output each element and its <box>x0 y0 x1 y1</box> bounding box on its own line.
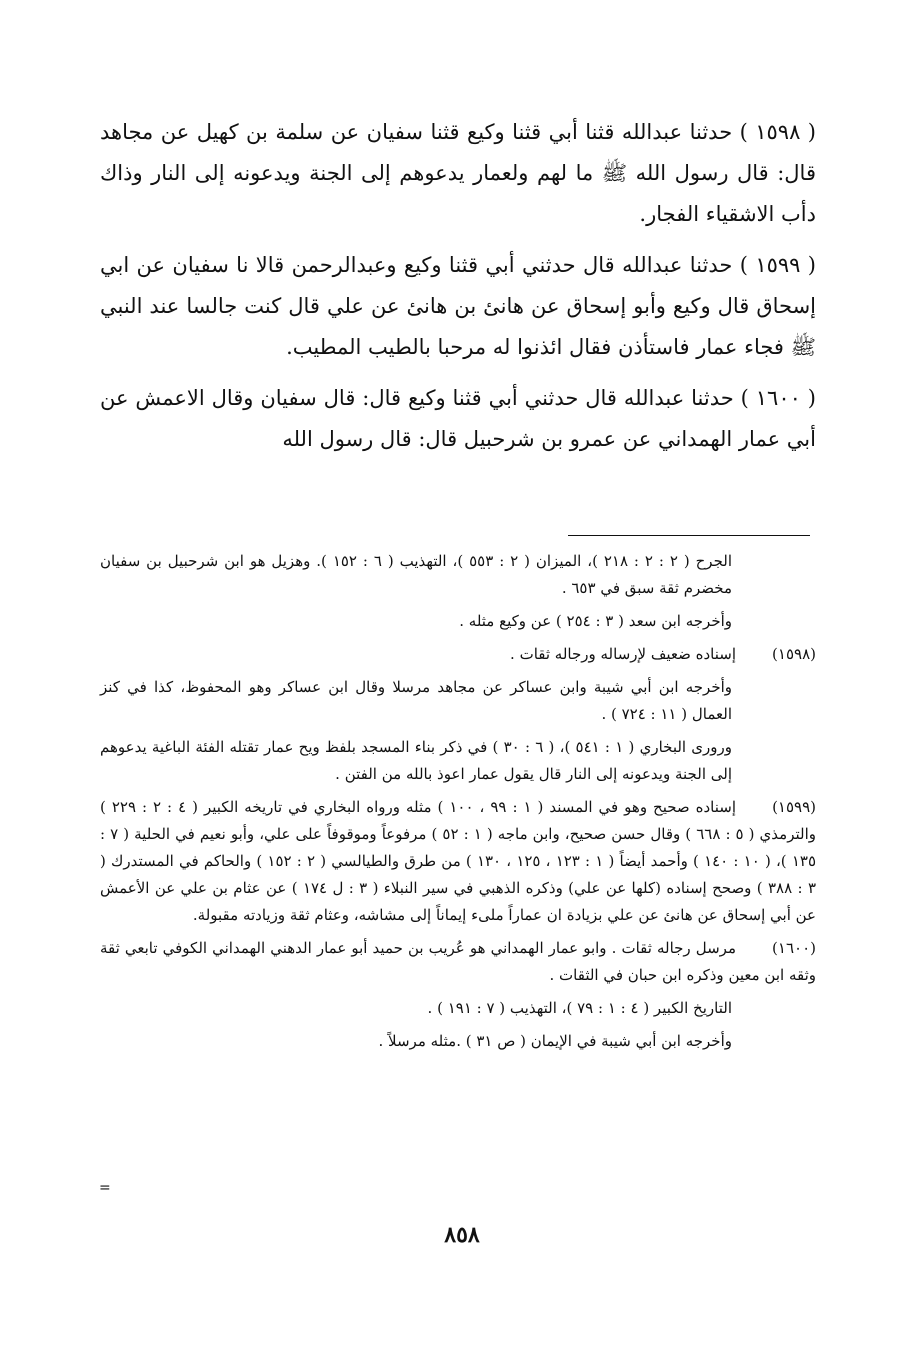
main-text <box>100 112 816 470</box>
footnote-number: (١٥٩٩) <box>772 798 817 816</box>
footnote-separator <box>568 535 810 536</box>
footnote-1600-b <box>100 995 816 1022</box>
footnote-1600-c <box>100 1028 816 1055</box>
footnote-text: وأخرجه ابن أبي شيبة وابن عساكر عن مجاهد مرسلا وقال ابن عساكر وهو المحفوظ، كذا في كنز العمال ( ١١ : ٧٢٤ ) . <box>100 678 732 723</box>
footnote-continuation <box>100 548 816 602</box>
footnote-text: وأخرجه ابن سعد ( ٣ : ٢٥٤ ) عن وكيع مثله . <box>459 612 732 630</box>
footnote-number: (١٥٩٨) <box>772 645 816 663</box>
page-number: ٨٥٨ <box>444 1222 480 1248</box>
hadith-1598: ( ١٥٩٨ ) حدثنا عبدالله قثنا أبي قثنا وكيع قثنا سفيان عن سلمة بن كهيل عن مجاهد قال: قال رسول الله ﷺ ما لهم ولعمار يدعوهم إلى الجنة ويدعونه إلى النار وذاك دأب الاشقياء الفجار. <box>100 120 817 226</box>
footnote-1600 <box>100 935 816 989</box>
footnote-text: وأخرجه ابن أبي شيبة في الإيمان ( ص ٣١ ) .مثله مرسلاً . <box>378 1032 732 1050</box>
footnote-1598-b <box>100 674 816 728</box>
footnotes <box>100 548 816 1061</box>
footnote-1598 <box>100 641 816 668</box>
footnote-text: الجرح ( ٢ : ٢ : ٢١٨ )، الميزان ( ٢ : ٥٥٣ )، التهذيب ( ٦ : ١٥٢ ). وهزيل هو ابن شرحبيل بن سفيان مخضرم ثقة سبق في ٦٥٣ . <box>100 552 732 597</box>
hadith-1600: ( ١٦٠٠ ) حدثنا عبدالله قال حدثني أبي قثنا وكيع قال: قال سفيان وقال الاعمش عن أبي عمار الهمداني عن عمرو بن شرحبيل قال: قال رسول الله <box>100 386 817 451</box>
footnote-1599 <box>100 794 816 929</box>
footnote-1598-c <box>100 734 816 788</box>
footnote-text: إسناده ضعيف لإرساله ورجاله ثقات . <box>510 645 736 663</box>
footnote-text: مرسل رجاله ثقات . وابو عمار الهمداني هو عُريب بن حميد أبو عمار الدهني الهمداني الكوفي تابعي ثقة وثقه ابن معين وذكره ابن حبان في الثقات . <box>100 939 816 984</box>
footnote-text: التاريخ الكبير ( ٤ : ١ : ٧٩ )، التهذيب ( ٧ : ١٩١ ) . <box>427 999 732 1017</box>
footnote-text: إسناده صحيح وهو في المسند ( ١ : ٩٩ ، ١٠٠ ) مثله ورواه البخاري في تاريخه الكبير ( ٤ : ٢ : ٢٢٩ ) والترمذي ( ٥ : ٦٦٨ ) وقال حسن صحيح، وابن ماجه ( ١ : ٥٢ ) مرفوعاً وموقوفاً على علي، وأبو نعيم في الحلية ( ٧ : ١٣٥ )، ( ١٠ : ١٤٠ ) وأحمد أيضاً ( ١ : ١٢٣ ، ١٢٥ ، ١٣٠ ) من طرق والطيالسي ( ٢ : ١٥٢ ) والحاكم في المستدرك ( ٣ : ٣٨٨ ) وصحح إسناده (كلها عن علي) وذكره الذهبي في سير النبلاء ( ٣ : ل ١٧٤ ) عن عثام بن علي عن الأعمش عن أبي إسحاق عن هانئ عن علي بزيادة ان عماراً ملىء إيماناً إلى مشاشه، وعثام ثقة وزيادته مقبولة. <box>100 798 817 924</box>
footnote-ibn-saad <box>100 608 816 635</box>
margin-mark: = <box>99 1180 111 1196</box>
footnote-number: (١٦٠٠) <box>772 939 816 957</box>
hadith-1599: ( ١٥٩٩ ) حدثنا عبدالله قال حدثني أبي قثنا وكيع وعبدالرحمن قالا نا سفيان عن ابي إسحاق قال وكيع وأبو إسحاق عن هانئ بن هانئ عن علي قال كنت جالسا عند النبي ﷺ فجاء عمار فاستأذن فقال ائذنوا له مرحبا بالطيب المطيب. <box>100 253 816 359</box>
footnote-text: ورورى البخاري ( ١ : ٥٤١ )، ( ٦ : ٣٠ ) في ذكر بناء المسجد بلفظ ويح عمار تقتله الفئة الباغية يدعوهم إلى الجنة ويدعونه إلى النار قال يقول عمار اعوذ بالله من الفتن . <box>100 738 733 783</box>
